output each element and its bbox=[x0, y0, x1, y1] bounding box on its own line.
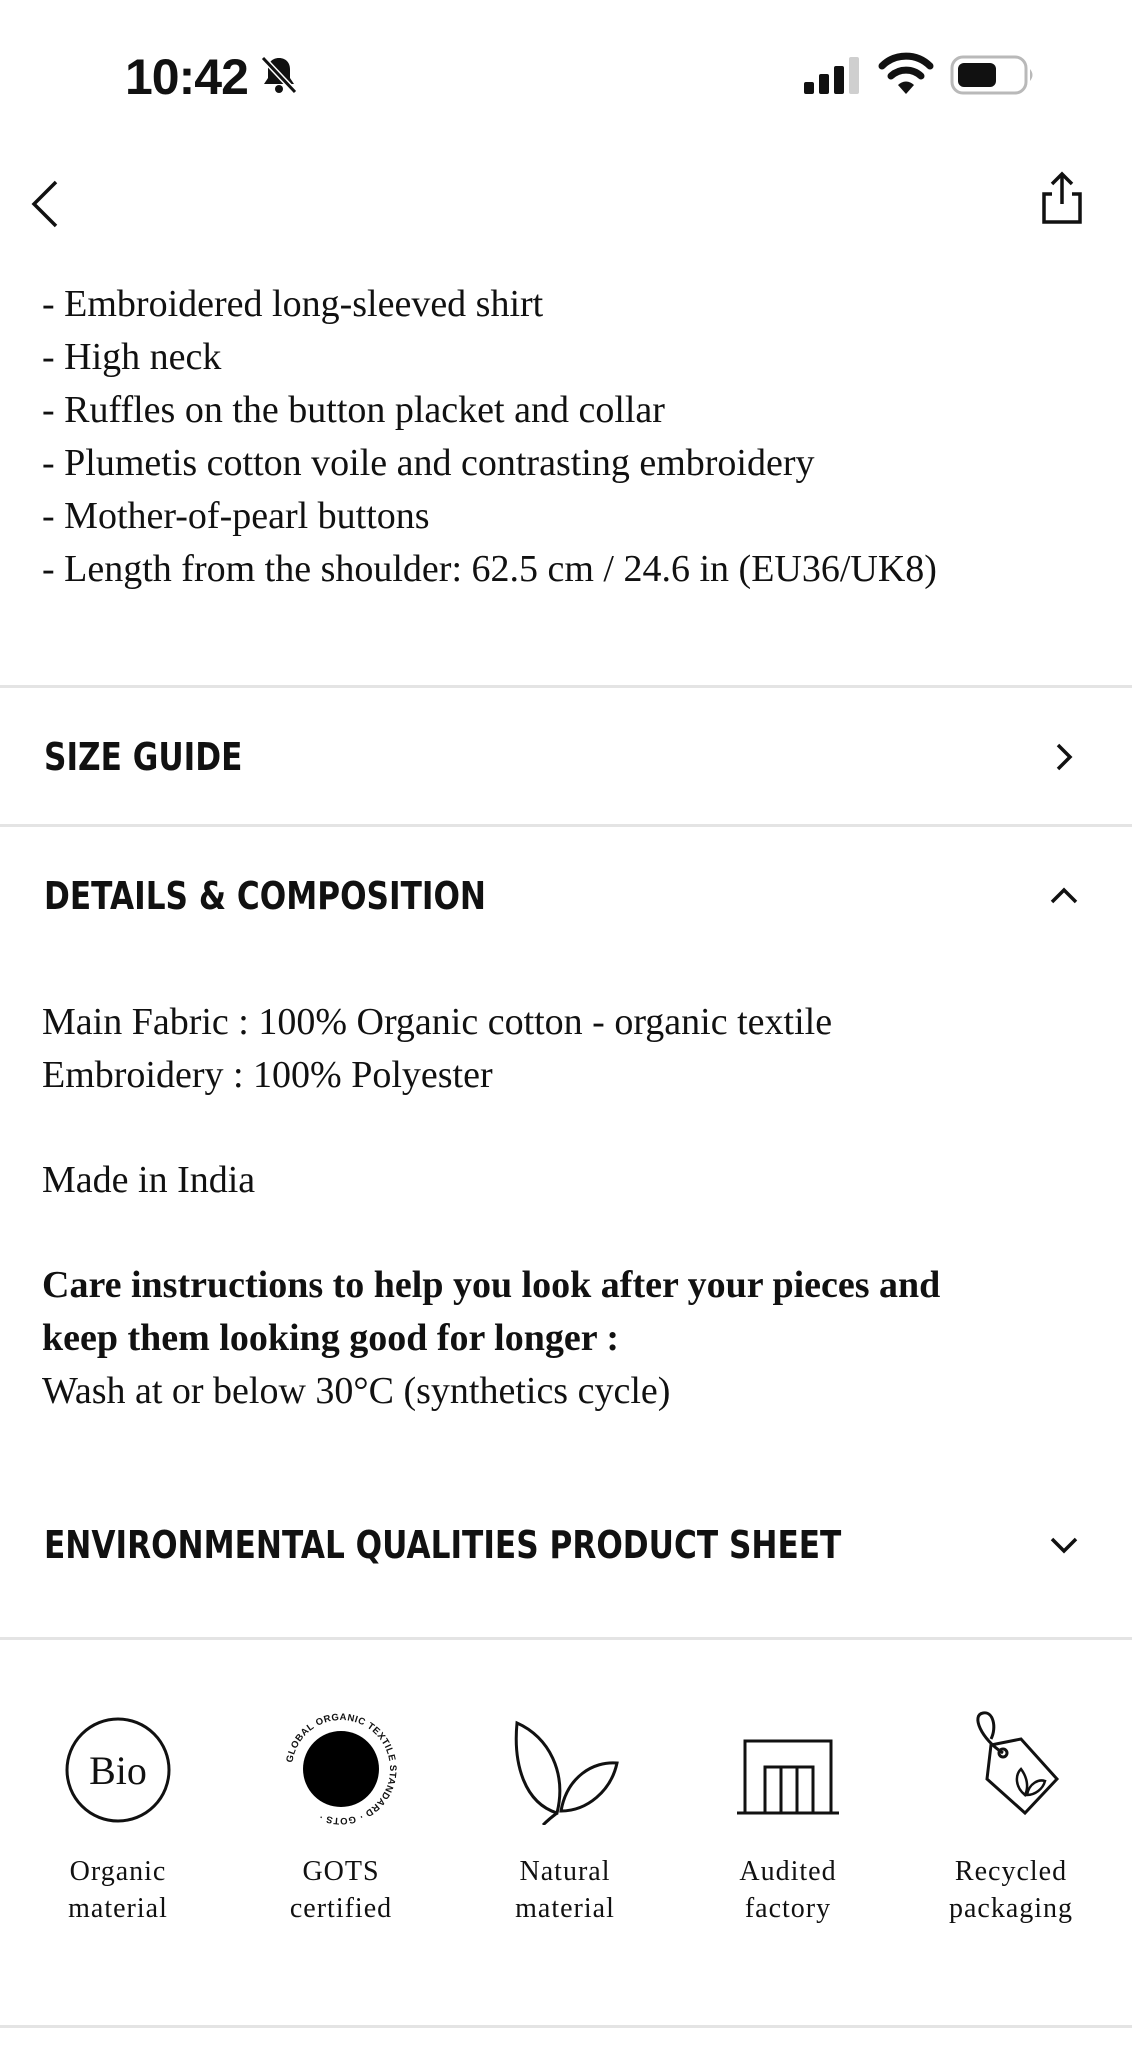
care-heading: Care instructions to help you look after your pieces and bbox=[42, 1264, 941, 1306]
bell-slash-icon bbox=[258, 54, 300, 96]
description-item: - Length from the shoulder: 62.5 cm / 24.6 in (EU36/UK8) bbox=[42, 548, 937, 590]
status-bar bbox=[0, 0, 1132, 150]
leaf-icon bbox=[505, 1715, 625, 1825]
badge-gots bbox=[241, 1711, 441, 1935]
bio-icon bbox=[63, 1715, 173, 1825]
badge-label: Natural material bbox=[515, 1856, 615, 1924]
description-item: - Plumetis cotton voile and contrasting embroidery bbox=[42, 442, 815, 484]
chevron-up-icon bbox=[1050, 882, 1078, 910]
badge-organic bbox=[18, 1715, 218, 1935]
environment-badges bbox=[0, 1711, 1132, 1935]
care-heading-cont: keep them looking good for longer : bbox=[42, 1317, 620, 1359]
chevron-right-icon bbox=[1050, 743, 1078, 771]
tag-icon bbox=[951, 1709, 1071, 1819]
main-fabric-text: Main Fabric : 100% Organic cotton - organic textile bbox=[42, 1001, 833, 1043]
description-item: - Mother-of-pearl buttons bbox=[42, 495, 430, 537]
size-guide-row[interactable] bbox=[0, 707, 1132, 807]
care-text: Wash at or below 30°C (synthetics cycle) bbox=[42, 1370, 671, 1412]
battery-icon bbox=[950, 54, 1036, 96]
status-time: 10:42 bbox=[125, 49, 248, 105]
origin-text: Made in India bbox=[42, 1159, 256, 1201]
chevron-left-icon[interactable] bbox=[26, 178, 66, 230]
badge-label: Audited factory bbox=[739, 1856, 837, 1924]
details-composition-row[interactable] bbox=[0, 846, 1132, 946]
badge-recycled bbox=[911, 1715, 1111, 1935]
badge-label: GOTS certified bbox=[289, 1856, 393, 1924]
embroidery-text: Embroidery : 100% Polyester bbox=[42, 1054, 493, 1096]
divider bbox=[0, 685, 1132, 688]
badge-natural bbox=[465, 1715, 665, 1935]
environmental-title: ENVIRONMENTAL QUALITIES PRODUCT SHEET bbox=[44, 1523, 842, 1567]
details-composition-title: DETAILS & COMPOSITION bbox=[44, 874, 487, 918]
badge-label: Organic material bbox=[68, 1856, 168, 1924]
environmental-row[interactable] bbox=[0, 1495, 1132, 1595]
divider bbox=[0, 1637, 1132, 1640]
divider bbox=[0, 2025, 1132, 2028]
badge-audited bbox=[688, 1715, 888, 1935]
badge-label: Recycled packaging bbox=[948, 1856, 1074, 1924]
divider bbox=[0, 824, 1132, 827]
description-item: - High neck bbox=[42, 336, 222, 378]
chevron-down-icon bbox=[1050, 1531, 1078, 1559]
size-guide-title: SIZE GUIDE bbox=[44, 735, 243, 779]
wifi-icon bbox=[878, 52, 934, 96]
product-description-list bbox=[42, 278, 937, 596]
cellular-signal-icon bbox=[804, 56, 860, 96]
share-icon[interactable] bbox=[1038, 170, 1086, 228]
gots-icon bbox=[281, 1709, 401, 1829]
description-item: - Embroidered long-sleeved shirt bbox=[42, 283, 544, 325]
svg-text:GLOBAL ORGANIC TEXTILE STANDAR: GLOBAL ORGANIC TEXTILE STANDARD · GOTS · bbox=[284, 1711, 399, 1827]
description-item: - Ruffles on the button placket and collar bbox=[42, 389, 665, 431]
svg-text:Bio: Bio bbox=[89, 1748, 147, 1793]
factory-icon bbox=[733, 1715, 843, 1825]
